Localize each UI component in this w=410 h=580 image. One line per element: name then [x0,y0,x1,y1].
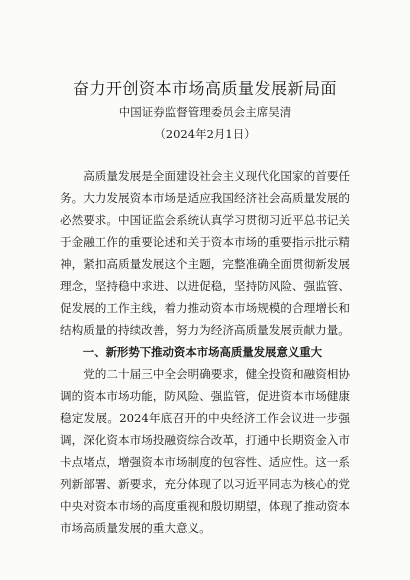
intro-paragraph: 高质量发展是全面建设社会主义现代化国家的首要任务。大力发展资本市场是适应我国经济社会高质量发展的必然要求。中国证监会系统认真学习贯彻习近平总书记关于金融工作的重要论述和关于资本市场的重要指示批示精神，紧扣高质量发展这个主题，完整准确全面贯彻新发展理念，坚持稳中求进、以进促稳，坚持防风险、强监管、促发展的工作主线，着力推动资本市场规模的合理增长和结构质量的持续改善，努力为经济高质量发展贡献力量。 [60,169,350,337]
document-author: 中国证券监督管理委员会主席吴清 [118,105,292,119]
document-date: （2024年2月1日） [154,127,256,141]
section-paragraph: 党的二十届三中全会明确要求，健全投资和融资相协调的资本市场功能，防风险、强监管，促进资本市场健康稳定发展。2024年底召开的中央经济工作会议进一步强调，深化资本市场投融资综合改革，打通中长期资金入市卡点堵点，增强资本市场制度的包容性、适应性。这一系列新部署、新要求，充分体现了以习近平同志为核心的党中央对资本市场的高度重视和殷切期望，体现了推动资本市场高质量发展的重大意义。 [60,367,350,535]
document-title: 奋力开创资本市场高质量发展新局面 [72,79,337,98]
section-heading: 一、新形势下推动资本市场高质量发展意义重大 [82,345,323,359]
document-body [60,165,350,539]
